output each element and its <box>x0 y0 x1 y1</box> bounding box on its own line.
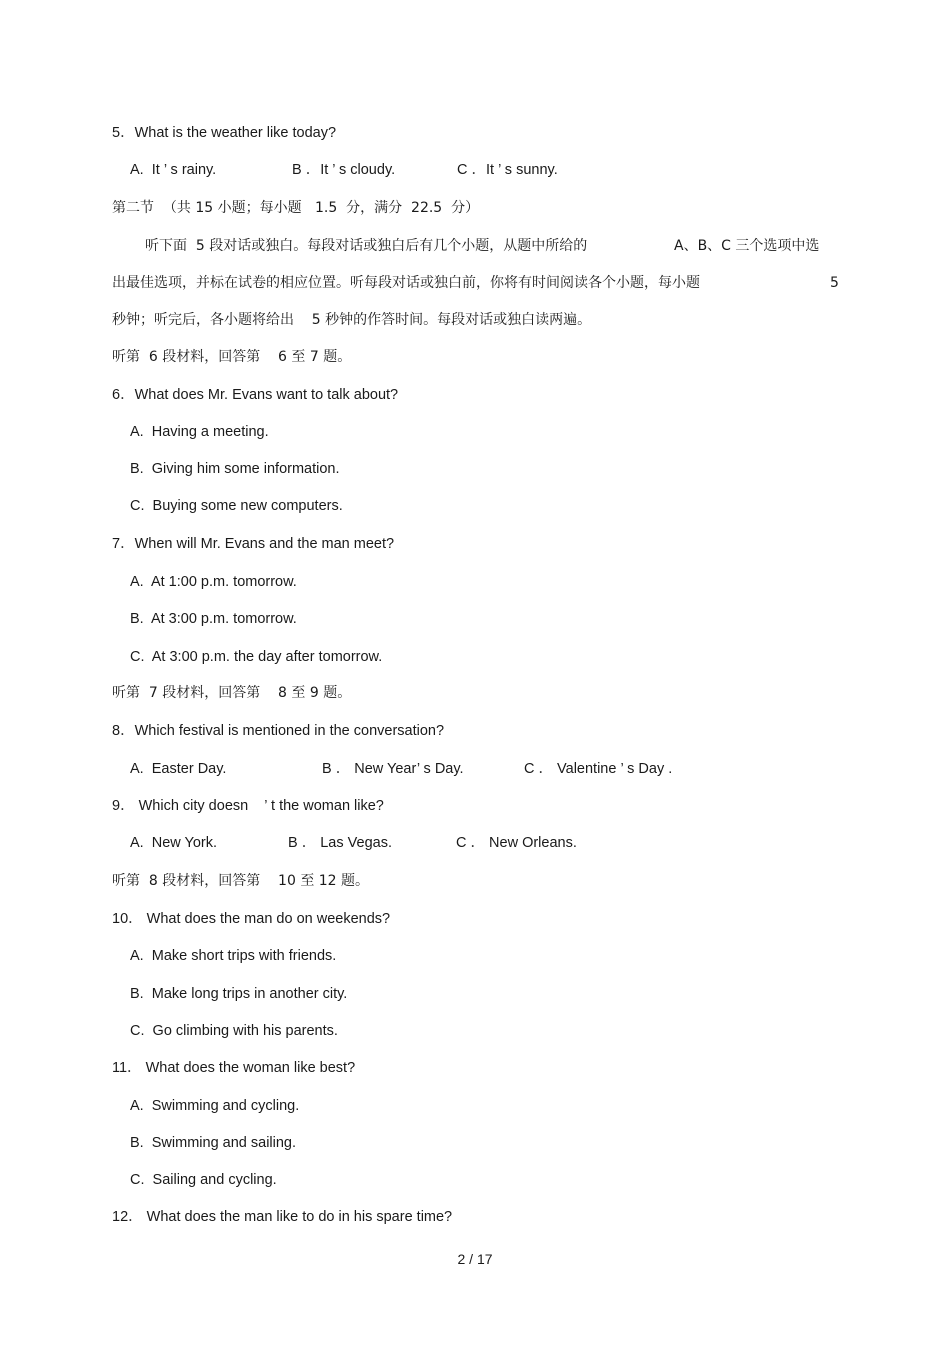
question-10-option-b: B. Make long trips in another city. <box>130 986 348 1002</box>
question-9-stem: 9． Which city doesn ’ t the woman like? <box>112 798 384 814</box>
group-7-heading: 听第 7 段材料，回答第 8 至 9 题。 <box>112 685 352 701</box>
group-6-heading: 听第 6 段材料，回答第 6 至 7 题。 <box>112 349 352 365</box>
question-5-stem: 5．What is the weather like today? <box>112 125 337 141</box>
question-5-option-b: B ．It ’ s cloudy. <box>292 162 396 178</box>
instructions-line-2-left: 出最佳选项，并标在试卷的相应位置。听每段对话或独白前，你将有时间阅读各个小题，每小题 <box>112 275 700 291</box>
question-5-option-a: A. It ’ s rainy. <box>130 162 217 178</box>
question-11-option-a: A. Swimming and cycling. <box>130 1098 300 1114</box>
question-11-option-c: C. Sailing and cycling. <box>130 1172 277 1188</box>
question-8-stem: 8．Which festival is mentioned in the conversation? <box>112 723 445 739</box>
question-7-option-b: B. At 3:00 p.m. tomorrow. <box>130 611 297 627</box>
question-9-option-b: B ． Las Vegas. <box>288 835 392 851</box>
question-6-option-b: B. Giving him some information. <box>130 461 340 477</box>
question-7-option-c: C. At 3:00 p.m. the day after tomorrow. <box>130 649 383 665</box>
instructions-line-1-left: 听下面 5 段对话或独白。每段对话或独白后有几个小题，从题中所给的 <box>145 238 588 254</box>
instructions-line-3: 秒钟；听完后，各小题将给出 5 秒钟的作答时间。每段对话或独白读两遍。 <box>112 312 592 328</box>
question-12-stem: 12． What does the man like to do in his spare time? <box>112 1209 453 1225</box>
question-6-option-c: C. Buying some new computers. <box>130 498 343 514</box>
question-9-option-a: A. New York. <box>130 835 218 851</box>
question-7-stem: 7．When will Mr. Evans and the man meet? <box>112 536 395 552</box>
instructions-line-2-right: 5 <box>830 275 839 291</box>
question-9-option-c: C ． New Orleans. <box>456 835 577 851</box>
question-8-option-a: A. Easter Day. <box>130 761 227 777</box>
section-2-heading: 第二节 （共 15 小题；每小题 1.5 分，满分 22.5 分） <box>112 200 480 216</box>
question-8-option-b: B ． New Year’ s Day. <box>322 761 464 777</box>
page-number: 2 / 17 <box>457 1251 493 1267</box>
question-5-option-c: C ．It ’ s sunny. <box>457 162 558 178</box>
question-6-stem: 6．What does Mr. Evans want to talk about? <box>112 387 399 403</box>
question-8-option-c: C ． Valentine ’ s Day . <box>524 761 673 777</box>
group-8-heading: 听第 8 段材料，回答第 10 至 12 题。 <box>112 873 370 889</box>
instructions-line-1-right: A、B、C 三个选项中选 <box>674 238 820 254</box>
question-10-option-c: C. Go climbing with his parents. <box>130 1023 338 1039</box>
question-11-option-b: B. Swimming and sailing. <box>130 1135 297 1151</box>
question-10-stem: 10． What does the man do on weekends? <box>112 911 391 927</box>
question-11-stem: 11． What does the woman like best? <box>112 1060 356 1076</box>
question-6-option-a: A. Having a meeting. <box>130 424 269 440</box>
question-7-option-a: A. At 1:00 p.m. tomorrow. <box>130 574 297 590</box>
question-10-option-a: A. Make short trips with friends. <box>130 948 337 964</box>
